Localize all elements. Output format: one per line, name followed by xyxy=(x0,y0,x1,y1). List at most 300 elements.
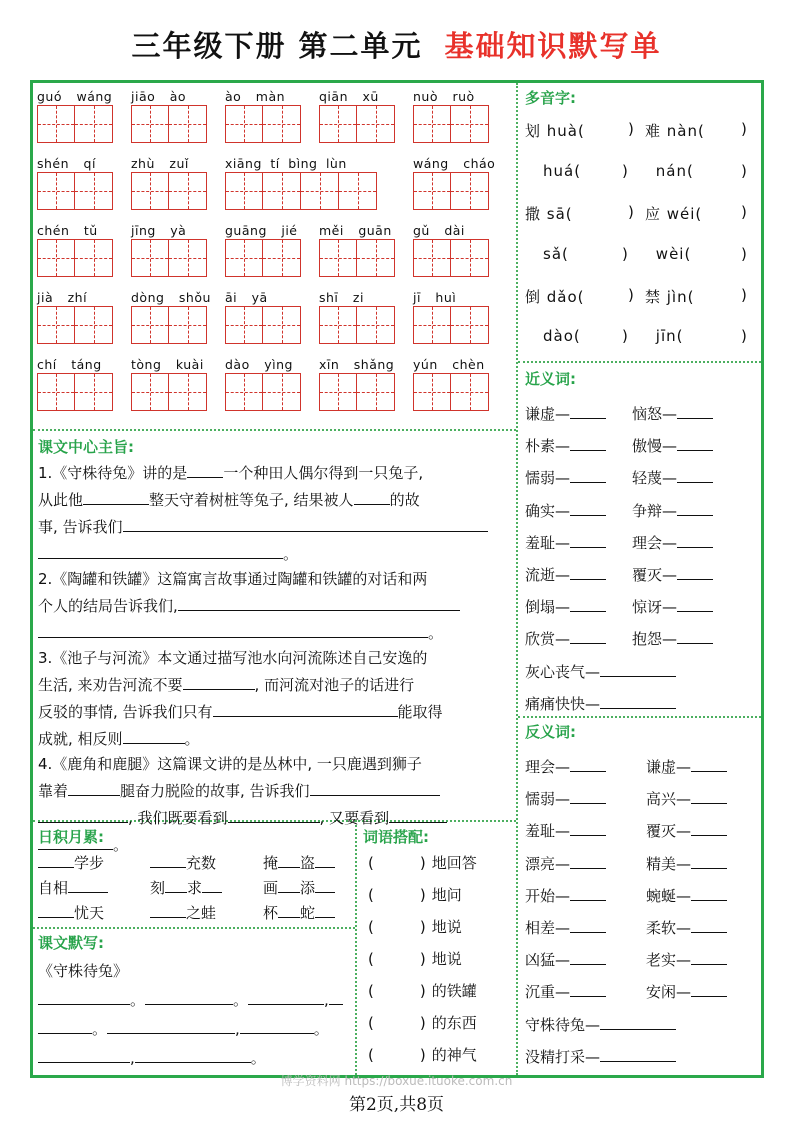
answer-blank[interactable] xyxy=(183,671,255,690)
fanyi-item xyxy=(525,946,606,970)
answer-blank[interactable] xyxy=(135,1044,251,1063)
jinyi-row xyxy=(525,658,760,682)
pinyin-row xyxy=(37,88,517,146)
tianzige-box[interactable] xyxy=(339,172,377,210)
answer-blank[interactable] xyxy=(677,561,713,580)
answer-blank[interactable] xyxy=(213,698,398,717)
paren-open: ( xyxy=(368,886,374,904)
zhuzhi-text: 。 xyxy=(283,545,299,563)
tianzige-box[interactable] xyxy=(131,172,169,210)
pinyin-word xyxy=(37,88,113,143)
cidapei-row xyxy=(368,852,477,876)
cidapei-word: 的铁罐 xyxy=(431,982,477,1000)
duoyin-text: wèi( xyxy=(655,245,692,263)
tianzige-boxes xyxy=(37,172,113,210)
tianzige-box[interactable] xyxy=(225,373,263,411)
answer-blank[interactable] xyxy=(329,986,343,1005)
answer-blank[interactable] xyxy=(240,1015,314,1034)
fanyi-item xyxy=(525,850,606,874)
zhuzhi-text: , 我们既要看到 xyxy=(128,809,228,827)
zhuzhi-text: 一个种田人偶尔得到一只兔子, xyxy=(223,464,424,482)
tianzige-box[interactable] xyxy=(75,306,113,344)
jinyi-item xyxy=(632,497,713,521)
tianzige-box[interactable] xyxy=(357,239,395,277)
answer-blank[interactable] xyxy=(107,1015,235,1034)
punct: , xyxy=(130,1049,135,1067)
paren-open: ( xyxy=(368,950,374,968)
tianzige-box[interactable] xyxy=(319,239,357,277)
duoyin-text: 难 nàn( xyxy=(645,122,705,140)
pinyin-label: shī zi xyxy=(319,290,364,305)
moxie-heading: 《守株待兔》 xyxy=(38,962,129,980)
tianzige-boxes xyxy=(413,239,489,277)
pinyin-word xyxy=(225,155,377,210)
moxie-block xyxy=(38,957,353,1073)
pinyin-label: jīng yà xyxy=(131,223,187,238)
paren-close: ) xyxy=(419,1014,426,1032)
answer-blank[interactable] xyxy=(278,849,300,868)
answer-blank[interactable] xyxy=(691,882,727,901)
pinyin-word xyxy=(37,155,113,210)
pinyin-label: ào màn xyxy=(225,89,286,104)
punct: 。 xyxy=(313,1020,329,1038)
fanyi-item xyxy=(646,850,727,874)
tianzige-box[interactable] xyxy=(263,239,301,277)
duoyin-row xyxy=(525,286,760,310)
fanyi-word: 漂亮— xyxy=(525,854,571,873)
duoyin-text: nán( xyxy=(655,162,694,180)
tianzige-boxes xyxy=(413,306,489,344)
tianzige-boxes xyxy=(413,105,489,143)
tianzige-box[interactable] xyxy=(75,239,113,277)
zhuzhi-text: 生活, 来劝告河流不要 xyxy=(38,676,183,694)
pinyin-label: xiāng tí bìng lùn xyxy=(225,156,347,171)
tianzige-box[interactable] xyxy=(131,306,169,344)
pinyin-word xyxy=(413,289,489,344)
fanyi-item xyxy=(646,914,727,938)
answer-blank[interactable] xyxy=(677,593,713,612)
zhuzhi-text: 。 xyxy=(113,836,129,854)
answer-blank[interactable] xyxy=(228,804,320,823)
paren-close: ) xyxy=(419,886,426,904)
moxie-line xyxy=(38,1044,353,1073)
answer-blank[interactable] xyxy=(38,804,128,823)
pinyin-label: xīn shǎng xyxy=(319,357,395,372)
zhuzhi-text: 成就, 相反则 xyxy=(38,730,123,748)
jinyi-item xyxy=(632,464,713,488)
zhuzhi-line xyxy=(38,725,514,752)
pinyin-word xyxy=(413,88,489,143)
tianzige-boxes xyxy=(131,373,207,411)
cidapei-word: 的东西 xyxy=(431,1014,477,1032)
answer-blank[interactable] xyxy=(570,464,606,483)
pinyin-label: gǔ dài xyxy=(413,223,465,238)
section-duoyin-title: 多音字: xyxy=(525,89,576,107)
pinyin-word xyxy=(413,222,489,277)
answer-blank[interactable] xyxy=(677,529,713,548)
jinyi-row xyxy=(525,690,760,714)
answer-blank[interactable] xyxy=(315,899,335,918)
source-watermark: 博学资料网 https://boxue.ituoke.com.cn xyxy=(280,1074,513,1088)
jinyi-row xyxy=(525,561,760,585)
duoyin-text: 撒 sā( xyxy=(525,205,573,223)
punct: 。 xyxy=(233,991,249,1009)
tianzige-box[interactable] xyxy=(413,239,451,277)
pinyin-label: chí táng xyxy=(37,357,102,372)
fanyi-row xyxy=(525,946,760,970)
jinyi-word: 懦弱— xyxy=(525,469,571,488)
tianzige-boxes xyxy=(37,105,113,143)
duoyin-row xyxy=(525,203,760,227)
jinyi-item xyxy=(525,690,676,714)
jinyi-item xyxy=(632,561,713,585)
jinyi-item xyxy=(632,432,713,456)
pinyin-word xyxy=(225,356,301,411)
tianzige-box[interactable] xyxy=(319,373,357,411)
jinyi-word: 傲慢— xyxy=(632,437,678,456)
duoyin-text: ) xyxy=(741,120,748,138)
jinyi-row xyxy=(525,497,760,521)
answer-blank[interactable] xyxy=(38,1044,130,1063)
tianzige-box[interactable] xyxy=(169,306,207,344)
answer-blank[interactable] xyxy=(123,513,488,532)
answer-blank[interactable] xyxy=(315,849,335,868)
pinyin-row xyxy=(37,356,517,414)
jinyi-row xyxy=(525,593,760,617)
punct: , xyxy=(235,1020,240,1038)
tianzige-box[interactable] xyxy=(413,105,451,143)
answer-blank[interactable] xyxy=(278,899,300,918)
zhuzhi-text: , 而河流对池子的话进行 xyxy=(254,676,415,694)
tianzige-box[interactable] xyxy=(37,239,75,277)
page-title xyxy=(0,24,793,65)
duoyin-text: dào( xyxy=(543,327,581,345)
duoyin-text: huá( xyxy=(543,162,582,180)
riji-row xyxy=(38,849,353,874)
tianzige-boxes xyxy=(413,172,495,210)
answer-blank[interactable] xyxy=(691,850,727,869)
cidapei-word: 地问 xyxy=(431,886,462,904)
answer-blank[interactable] xyxy=(310,777,440,796)
fanyi-word: 覆灭— xyxy=(646,822,692,841)
answer-blank[interactable] xyxy=(570,497,606,516)
tianzige-box[interactable] xyxy=(413,373,451,411)
answer-blank[interactable] xyxy=(570,593,606,612)
riji-text: 学步 xyxy=(74,854,105,872)
page-number: 第2页,共8页 xyxy=(348,1095,445,1115)
tianzige-box[interactable] xyxy=(413,306,451,344)
moxie-line xyxy=(38,1015,353,1044)
tianzige-box[interactable] xyxy=(131,239,169,277)
fanyi-row xyxy=(525,785,760,809)
pinyin-word xyxy=(131,356,207,411)
fanyi-row xyxy=(525,1011,760,1035)
tianzige-box[interactable] xyxy=(413,172,451,210)
tianzige-boxes xyxy=(413,373,489,411)
tianzige-box[interactable] xyxy=(263,373,301,411)
tianzige-box[interactable] xyxy=(225,172,263,210)
jinyi-item xyxy=(632,625,713,649)
answer-blank[interactable] xyxy=(570,817,606,836)
pinyin-word xyxy=(225,289,301,344)
zhuzhi-line xyxy=(38,698,514,725)
tianzige-box[interactable] xyxy=(451,105,489,143)
tianzige-box[interactable] xyxy=(319,306,357,344)
answer-blank[interactable] xyxy=(677,400,713,419)
fanyi-item xyxy=(646,753,727,777)
jinyi-word: 确实— xyxy=(525,501,571,520)
zhuzhi-text: 1.《守株待兔》讲的是 xyxy=(38,464,188,482)
answer-blank[interactable] xyxy=(600,690,676,709)
cidapei-word: 地回答 xyxy=(431,854,477,872)
jinyi-item xyxy=(525,432,606,456)
zhuzhi-text: 2.《陶罐和铁罐》这篇寓言故事通过陶罐和铁罐的对话和两 xyxy=(38,570,428,588)
fanyi-word: 安闲— xyxy=(646,983,692,1002)
riji-text: 充数 xyxy=(186,854,217,872)
cidapei-word: 地说 xyxy=(431,950,462,968)
answer-blank[interactable] xyxy=(691,978,727,997)
zhuzhi-line xyxy=(38,804,514,831)
answer-blank[interactable] xyxy=(691,817,727,836)
tianzige-box[interactable] xyxy=(169,373,207,411)
cidapei-row xyxy=(368,1012,477,1036)
riji-text: 刻 xyxy=(150,879,166,897)
answer-blank[interactable] xyxy=(570,785,606,804)
answer-blank[interactable] xyxy=(278,874,300,893)
answer-blank[interactable] xyxy=(38,619,428,638)
answer-blank[interactable] xyxy=(187,459,223,478)
tianzige-box[interactable] xyxy=(263,306,301,344)
tianzige-box[interactable] xyxy=(169,239,207,277)
answer-blank[interactable] xyxy=(83,486,149,505)
answer-blank[interactable] xyxy=(570,432,606,451)
pinyin-row xyxy=(37,289,517,347)
jinyi-item xyxy=(525,464,606,488)
fanyi-word: 理会— xyxy=(525,758,571,776)
answer-blank[interactable] xyxy=(570,625,606,644)
title-left: 三年级下册 第二单元 xyxy=(131,29,423,63)
answer-blank[interactable] xyxy=(570,978,606,997)
jinyi-word: 轻蔑— xyxy=(632,469,678,488)
jinyi-word: 谦虚— xyxy=(525,405,571,423)
answer-blank[interactable] xyxy=(570,400,606,419)
jinyi-word: 理会— xyxy=(632,533,678,552)
tianzige-boxes xyxy=(225,105,301,143)
section-moxie-title: 课文默写: xyxy=(38,934,104,952)
tianzige-box[interactable] xyxy=(357,373,395,411)
cidapei-row xyxy=(368,916,462,940)
paren-close: ) xyxy=(419,982,426,1000)
cidapei-row xyxy=(368,980,477,1004)
tianzige-box[interactable] xyxy=(37,306,75,344)
fanyi-word: 沉重— xyxy=(525,983,571,1002)
answer-blank[interactable] xyxy=(68,874,108,893)
pinyin-label: zhù zuǐ xyxy=(131,156,189,171)
duoyin-row xyxy=(525,162,760,186)
answer-blank[interactable] xyxy=(123,725,185,744)
fanyi-word: 凶猛— xyxy=(525,951,571,970)
answer-blank[interactable] xyxy=(38,540,283,559)
answer-blank[interactable] xyxy=(38,899,74,918)
tianzige-box[interactable] xyxy=(37,105,75,143)
jinyi-word: 羞耻— xyxy=(525,533,571,552)
tianzige-box[interactable] xyxy=(37,373,75,411)
jinyi-word: 争辩— xyxy=(632,501,678,520)
tianzige-box[interactable] xyxy=(131,373,169,411)
tianzige-boxes xyxy=(319,306,395,344)
answer-blank[interactable] xyxy=(691,914,727,933)
zhuzhi-text: 个人的结局告诉我们, xyxy=(38,597,178,615)
jinyi-word: 抱怨— xyxy=(632,630,678,649)
section-fanyi-title: 反义词: xyxy=(525,723,576,741)
fanyi-word: 高兴— xyxy=(646,790,692,809)
tianzige-box[interactable] xyxy=(225,105,263,143)
answer-blank[interactable] xyxy=(570,561,606,580)
jinyi-row xyxy=(525,529,760,553)
answer-blank[interactable] xyxy=(677,625,713,644)
tianzige-box[interactable] xyxy=(319,105,357,143)
fanyi-word: 精美— xyxy=(646,854,692,873)
answer-blank[interactable] xyxy=(570,529,606,548)
tianzige-box[interactable] xyxy=(263,172,301,210)
tianzige-box[interactable] xyxy=(169,172,207,210)
pinyin-label: dào yìng xyxy=(225,357,293,372)
zhuzhi-text: 腿奋力脱险的故事, 告诉我们 xyxy=(120,782,310,800)
answer-blank[interactable] xyxy=(150,849,186,868)
jinyi-item xyxy=(632,400,713,424)
divider-riji xyxy=(33,927,355,929)
answer-blank[interactable] xyxy=(38,849,74,868)
zhuzhi-text: , 又要看到 xyxy=(319,809,390,827)
answer-blank[interactable] xyxy=(691,946,727,965)
pinyin-label: wáng cháo xyxy=(413,156,496,171)
answer-blank[interactable] xyxy=(570,914,606,933)
tianzige-box[interactable] xyxy=(451,306,489,344)
answer-blank[interactable] xyxy=(38,1015,92,1034)
answer-blank[interactable] xyxy=(600,658,676,677)
fanyi-item xyxy=(646,978,727,1002)
fanyi-row xyxy=(525,882,760,906)
answer-blank[interactable] xyxy=(570,850,606,869)
jinyi-word: 覆灭— xyxy=(632,566,678,584)
pinyin-row xyxy=(37,155,517,213)
tianzige-box[interactable] xyxy=(75,373,113,411)
punct: 。 xyxy=(250,1049,266,1067)
duoyin-text: 禁 jìn( xyxy=(645,288,695,306)
tianzige-box[interactable] xyxy=(357,306,395,344)
section-riji-title: 日积月累: xyxy=(38,828,104,846)
answer-blank[interactable] xyxy=(354,486,390,505)
tianzige-boxes xyxy=(319,105,395,143)
fanyi-word: 守株待兔— xyxy=(525,1015,601,1034)
tianzige-boxes xyxy=(225,172,377,210)
answer-blank[interactable] xyxy=(315,874,335,893)
paren-open: ( xyxy=(368,1046,374,1064)
answer-blank[interactable] xyxy=(389,804,447,823)
answer-blank[interactable] xyxy=(165,874,187,893)
answer-blank[interactable] xyxy=(38,986,130,1005)
tianzige-box[interactable] xyxy=(37,172,75,210)
tianzige-box[interactable] xyxy=(225,306,263,344)
tianzige-box[interactable] xyxy=(75,105,113,143)
answer-blank[interactable] xyxy=(691,753,727,772)
pinyin-word xyxy=(319,356,395,411)
zhuzhi-line xyxy=(38,619,514,646)
answer-blank[interactable] xyxy=(677,432,713,451)
duoyin-text: 划 huà( xyxy=(525,122,585,140)
zhuzhi-text: 的故 xyxy=(389,491,420,509)
tianzige-box[interactable] xyxy=(225,239,263,277)
tianzige-box[interactable] xyxy=(357,105,395,143)
pinyin-word xyxy=(319,289,395,344)
answer-blank[interactable] xyxy=(677,497,713,516)
fanyi-item xyxy=(525,882,606,906)
answer-blank[interactable] xyxy=(145,986,233,1005)
answer-blank[interactable] xyxy=(570,882,606,901)
divider-jinyi xyxy=(518,716,761,718)
tianzige-box[interactable] xyxy=(263,105,301,143)
answer-blank[interactable] xyxy=(68,777,120,796)
zhuzhi-text: 事, 告诉我们 xyxy=(38,518,123,536)
section-jinyi-title: 近义词: xyxy=(525,370,576,388)
answer-blank[interactable] xyxy=(202,874,222,893)
pinyin-word xyxy=(131,222,207,277)
tianzige-boxes xyxy=(37,373,113,411)
answer-blank[interactable] xyxy=(691,785,727,804)
fanyi-row xyxy=(525,817,760,841)
tianzige-box[interactable] xyxy=(451,172,489,210)
pinyin-word xyxy=(225,88,301,143)
jinyi-row xyxy=(525,625,760,649)
answer-blank[interactable] xyxy=(570,946,606,965)
duoyin-text: ) xyxy=(741,327,748,345)
duoyin-text: 应 wéi( xyxy=(645,205,703,223)
jinyi-row xyxy=(525,400,760,424)
answer-blank[interactable] xyxy=(248,986,324,1005)
pinyin-word xyxy=(37,222,113,277)
tianzige-box[interactable] xyxy=(169,105,207,143)
riji-block xyxy=(38,849,353,924)
fanyi-word: 羞耻— xyxy=(525,822,571,841)
cidapei-row xyxy=(368,1044,477,1068)
answer-blank[interactable] xyxy=(570,753,606,772)
zhuzhi-text: 靠着 xyxy=(38,782,69,800)
fanyi-item xyxy=(525,1043,676,1067)
answer-blank[interactable] xyxy=(600,1011,676,1030)
answer-blank[interactable] xyxy=(150,899,186,918)
jinyi-word: 流逝— xyxy=(525,566,571,584)
tianzige-box[interactable] xyxy=(301,172,339,210)
jinyi-item xyxy=(525,497,606,521)
tianzige-box[interactable] xyxy=(131,105,169,143)
tianzige-box[interactable] xyxy=(451,373,489,411)
answer-blank[interactable] xyxy=(178,592,460,611)
riji-row xyxy=(38,874,353,899)
tianzige-boxes xyxy=(319,239,395,277)
tianzige-box[interactable] xyxy=(75,172,113,210)
answer-blank[interactable] xyxy=(600,1043,676,1062)
fanyi-word: 没精打采— xyxy=(525,1047,601,1066)
zhuzhi-block xyxy=(38,459,514,858)
jinyi-word: 灰心丧气— xyxy=(525,662,601,681)
fanyi-item xyxy=(525,817,606,841)
fanyi-item xyxy=(525,1011,676,1035)
zhuzhi-line xyxy=(38,486,514,513)
tianzige-box[interactable] xyxy=(451,239,489,277)
answer-blank[interactable] xyxy=(677,464,713,483)
duoyin-text: ) xyxy=(741,245,748,263)
riji-text: 忧天 xyxy=(74,904,105,922)
